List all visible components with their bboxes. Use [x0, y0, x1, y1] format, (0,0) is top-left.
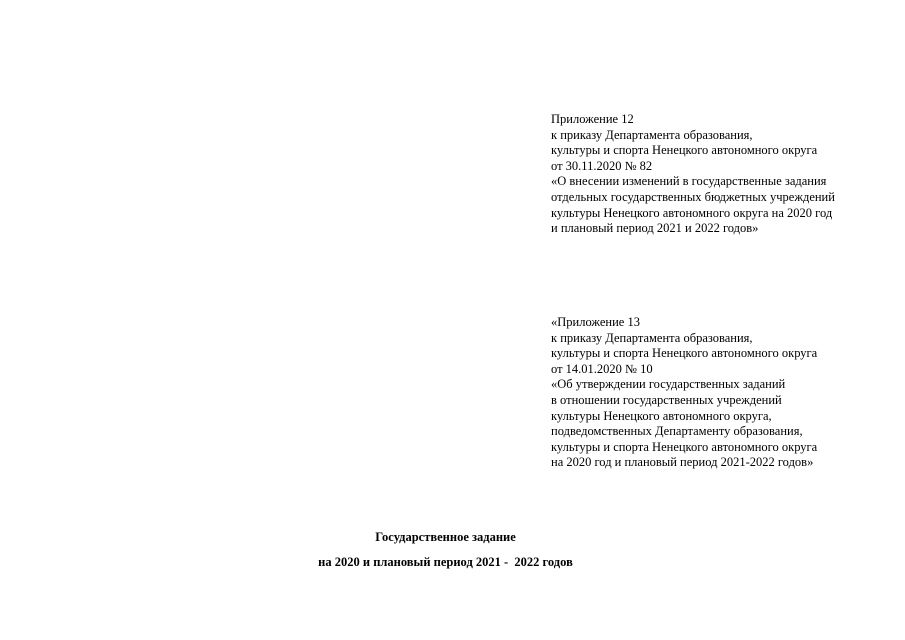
appendix-13-line: подведомственных Департаменту образования, [551, 424, 803, 439]
appendix-13-line: в отношении государственных учреждений [551, 392, 782, 407]
appendix-13-line: на 2020 год и плановый период 2021-2022 годов» [551, 455, 814, 470]
appendix-13-line: культуры и спорта Ненецкого автономного округа [551, 439, 818, 454]
document-title: Государственное задание [375, 530, 516, 544]
appendix-12-line: «О внесении изменений в государственные задания [551, 174, 827, 189]
appendix-12-line: культуры и спорта Ненецкого автономного округа [551, 143, 818, 158]
document-subtitle: на 2020 и плановый период 2021 - 2022 годов [318, 555, 573, 569]
appendix-13-line: от 14.01.2020 № 10 [551, 361, 653, 376]
appendix-12-line: отдельных государственных бюджетных учреждений [551, 189, 835, 204]
appendix-13-line: культуры Ненецкого автономного округа, [551, 408, 772, 423]
appendix-12-header [551, 112, 835, 237]
appendix-12-line: от 30.11.2020 № 82 [551, 158, 653, 173]
appendix-13-line: культуры и спорта Ненецкого автономного округа [551, 346, 818, 361]
appendix-12-line: Приложение 12 [551, 112, 634, 126]
appendix-12-line: культуры Ненецкого автономного округа на 2020 год [551, 205, 833, 220]
appendix-12-line: и плановый период 2021 и 2022 годов» [551, 221, 759, 236]
appendix-13-line: «Об утверждении государственных заданий [551, 377, 786, 392]
appendix-13-header [551, 315, 817, 471]
appendix-13-line: к приказу Департамента образования, [551, 330, 753, 345]
appendix-13-line: «Приложение 13 [551, 315, 640, 329]
appendix-12-line: к приказу Департамента образования, [551, 127, 753, 142]
